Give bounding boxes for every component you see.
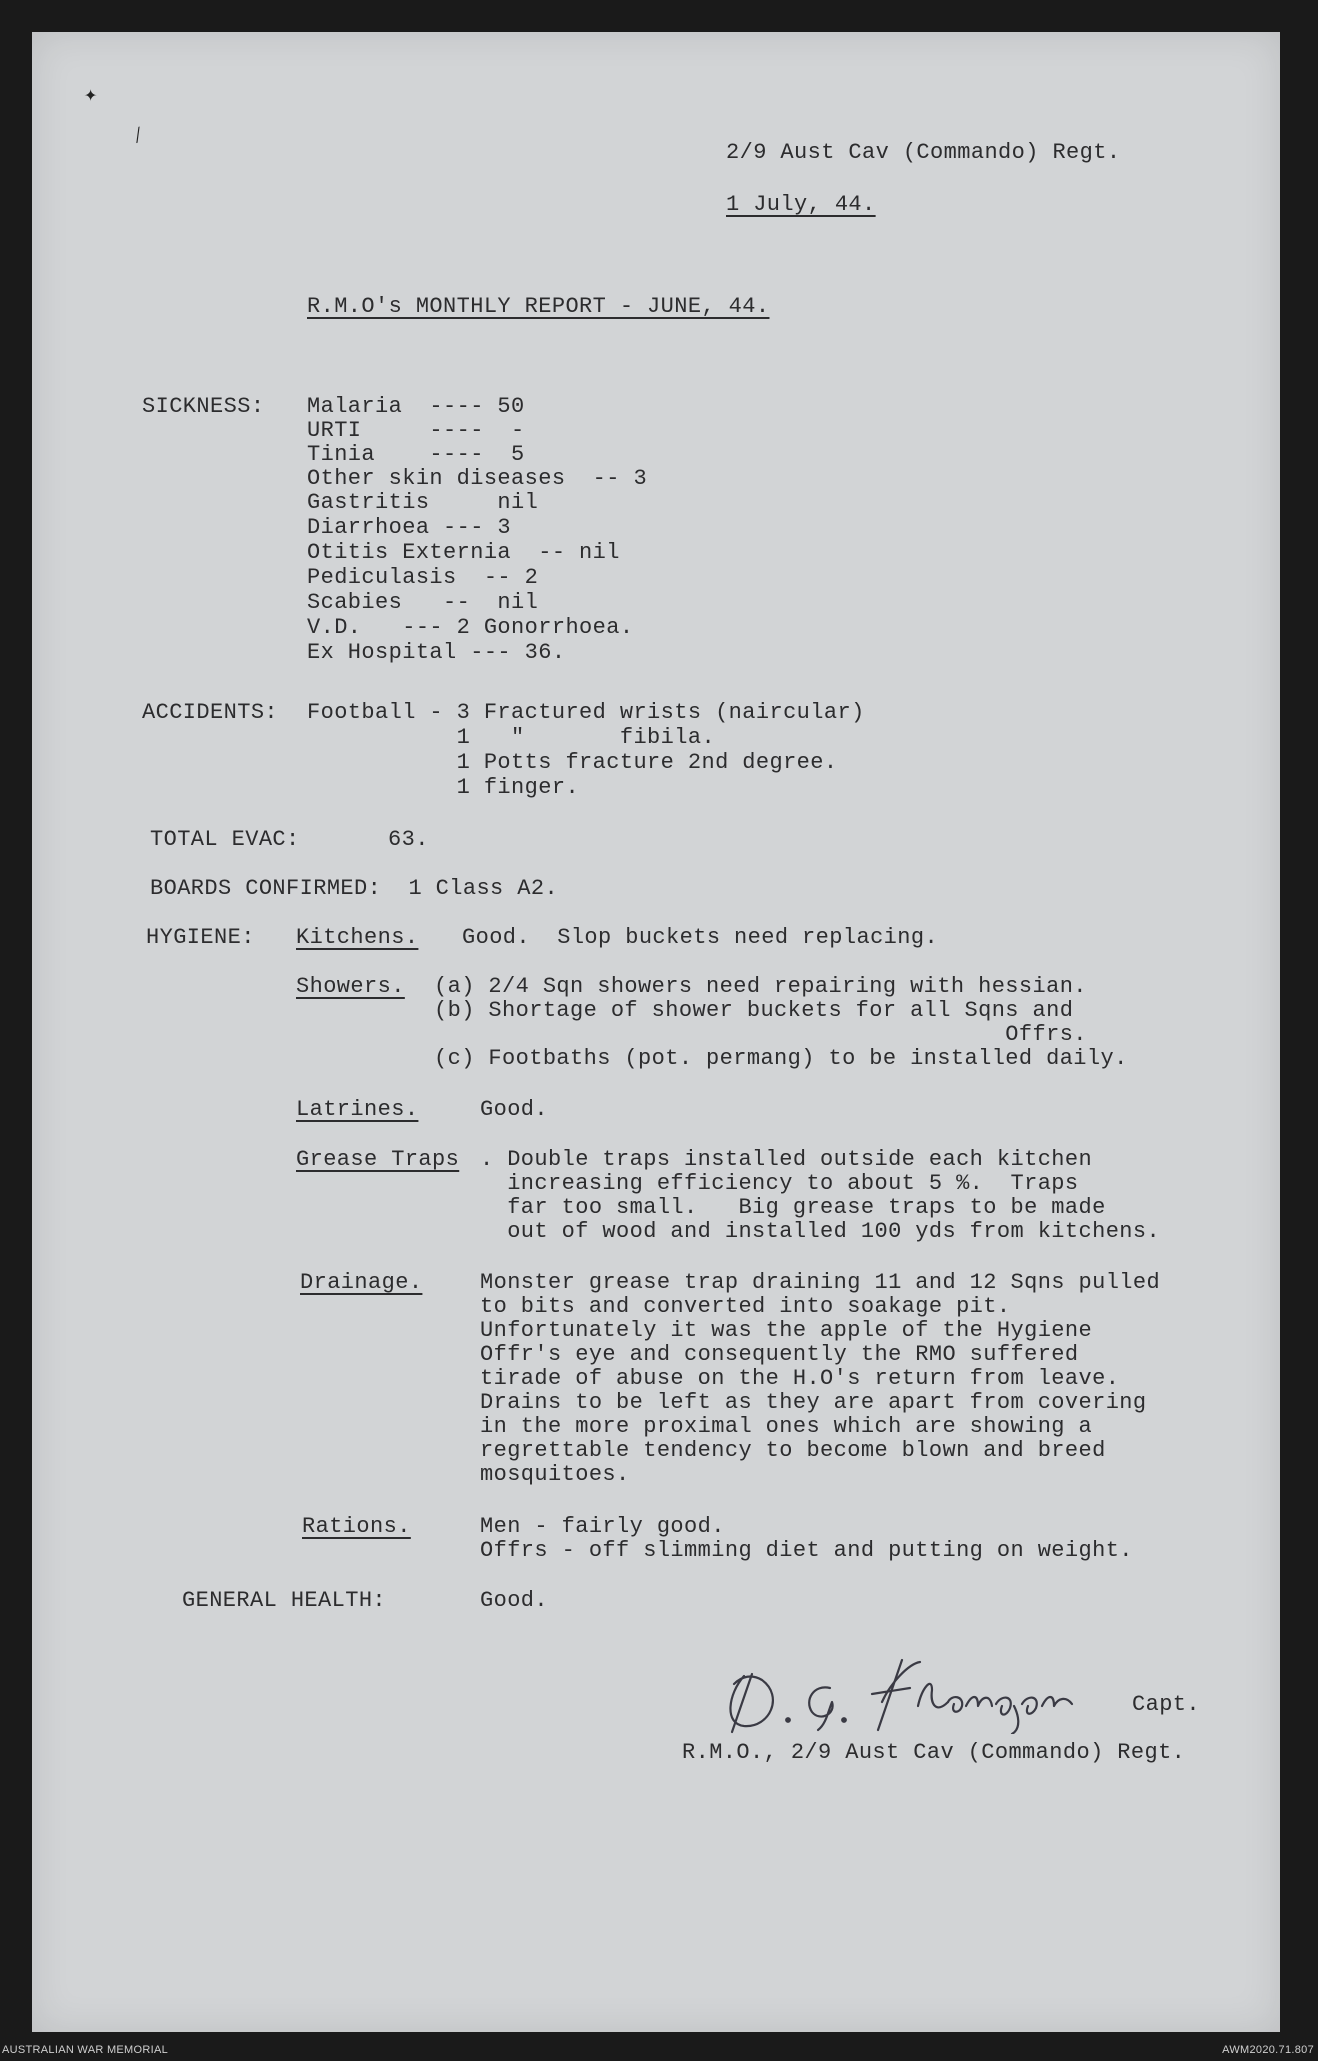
list-item: to bits and converted into soakage pit. bbox=[480, 1294, 1011, 1319]
list-item: 1 " fibila. bbox=[307, 725, 716, 750]
list-item: URTI ---- - bbox=[307, 418, 525, 443]
list-item: Scabies -- nil bbox=[307, 590, 539, 615]
list-item: Malaria ---- 50 bbox=[307, 394, 525, 419]
list-item: (a) 2/4 Sqn showers need repairing with hessian. bbox=[434, 974, 1087, 999]
list-item: Drains to be left as they are apart from covering bbox=[480, 1390, 1147, 1415]
list-item: Other skin diseases -- 3 bbox=[307, 466, 648, 491]
list-item: regrettable tendency to become blown and breed bbox=[480, 1438, 1106, 1463]
list-item: Football - 3 Fractured wrists (naircular) bbox=[307, 700, 865, 725]
list-item: in the more proximal ones which are showing a bbox=[480, 1414, 1093, 1439]
footer-left: AUSTRALIAN WAR MEMORIAL bbox=[2, 2044, 169, 2056]
list-item: increasing efficiency to about 5 %. Traps bbox=[480, 1171, 1079, 1196]
page-title: R.M.O's MONTHLY REPORT - JUNE, 44. bbox=[307, 294, 770, 319]
grease-traps-label: Grease Traps bbox=[296, 1147, 460, 1172]
hygiene-label: HYGIENE: bbox=[146, 925, 255, 950]
pin-mark-icon: ✦ bbox=[84, 83, 98, 108]
list-item: Diarrhoea --- 3 bbox=[307, 515, 512, 540]
sickness-label: SICKNESS: bbox=[142, 394, 265, 419]
latrines-text: Good. bbox=[480, 1097, 549, 1122]
signature-rank: Capt. bbox=[1132, 1692, 1201, 1717]
list-item: Offrs - off slimming diet and putting on weight. bbox=[480, 1538, 1133, 1563]
total-evac-label: TOTAL EVAC: bbox=[150, 827, 300, 852]
drainage-label: Drainage. bbox=[300, 1270, 423, 1295]
list-item: 1 finger. bbox=[307, 775, 580, 800]
list-item: (c) Footbaths (pot. permang) to be installed daily. bbox=[434, 1046, 1128, 1071]
list-item: Otitis Externia -- nil bbox=[307, 540, 620, 565]
list-item: Unfortunately it was the apple of the Hygiene bbox=[480, 1318, 1093, 1343]
list-item: Tinia ---- 5 bbox=[307, 442, 525, 467]
list-item: . Double traps installed outside each kitchen bbox=[480, 1147, 1093, 1172]
list-item: Men - fairly good. bbox=[480, 1514, 725, 1539]
list-item: tirade of abuse on the H.O's return from leave. bbox=[480, 1366, 1120, 1391]
general-health-text: Good. bbox=[480, 1588, 549, 1613]
rations-label: Rations. bbox=[302, 1514, 411, 1539]
list-item: Offrs. bbox=[434, 1022, 1087, 1047]
latrines-label: Latrines. bbox=[296, 1097, 419, 1122]
list-item: Offr's eye and consequently the RMO suffered bbox=[480, 1342, 1079, 1367]
general-health-label: GENERAL HEALTH: bbox=[182, 1588, 387, 1613]
list-item: Pediculasis -- 2 bbox=[307, 565, 539, 590]
list-item: Ex Hospital --- 36. bbox=[307, 640, 566, 665]
list-item: Monster grease trap draining 11 and 12 Sqns pulled bbox=[480, 1270, 1161, 1295]
list-item: mosquitoes. bbox=[480, 1462, 630, 1487]
list-item: (b) Shortage of shower buckets for all Sqns and bbox=[434, 998, 1074, 1023]
boards-confirmed: BOARDS CONFIRMED: 1 Class A2. bbox=[150, 876, 559, 901]
list-item: 1 Potts fracture 2nd degree. bbox=[307, 750, 838, 775]
total-evac-value: 63. bbox=[388, 827, 429, 852]
footer-right: AWM2020.71.807 bbox=[1222, 2044, 1314, 2056]
signature-title: R.M.O., 2/9 Aust Cav (Commando) Regt. bbox=[682, 1740, 1186, 1765]
list-item: Gastritis nil bbox=[307, 490, 539, 515]
accidents-label: ACCIDENTS: bbox=[142, 700, 279, 725]
showers-label: Showers. bbox=[296, 974, 405, 999]
document-page bbox=[32, 32, 1280, 2032]
report-date: 1 July, 44. bbox=[726, 192, 876, 217]
kitchens-label: Kitchens. bbox=[296, 925, 419, 950]
list-item: V.D. --- 2 Gonorrhoea. bbox=[307, 615, 634, 640]
unit-name: 2/9 Aust Cav (Commando) Regt. bbox=[726, 140, 1121, 165]
pen-mark-icon: ∕ bbox=[128, 122, 150, 151]
list-item: far too small. Big grease traps to be made bbox=[480, 1195, 1106, 1220]
list-item: out of wood and installed 100 yds from kitchens. bbox=[480, 1219, 1161, 1244]
kitchens-text: Good. Slop buckets need replacing. bbox=[462, 925, 939, 950]
